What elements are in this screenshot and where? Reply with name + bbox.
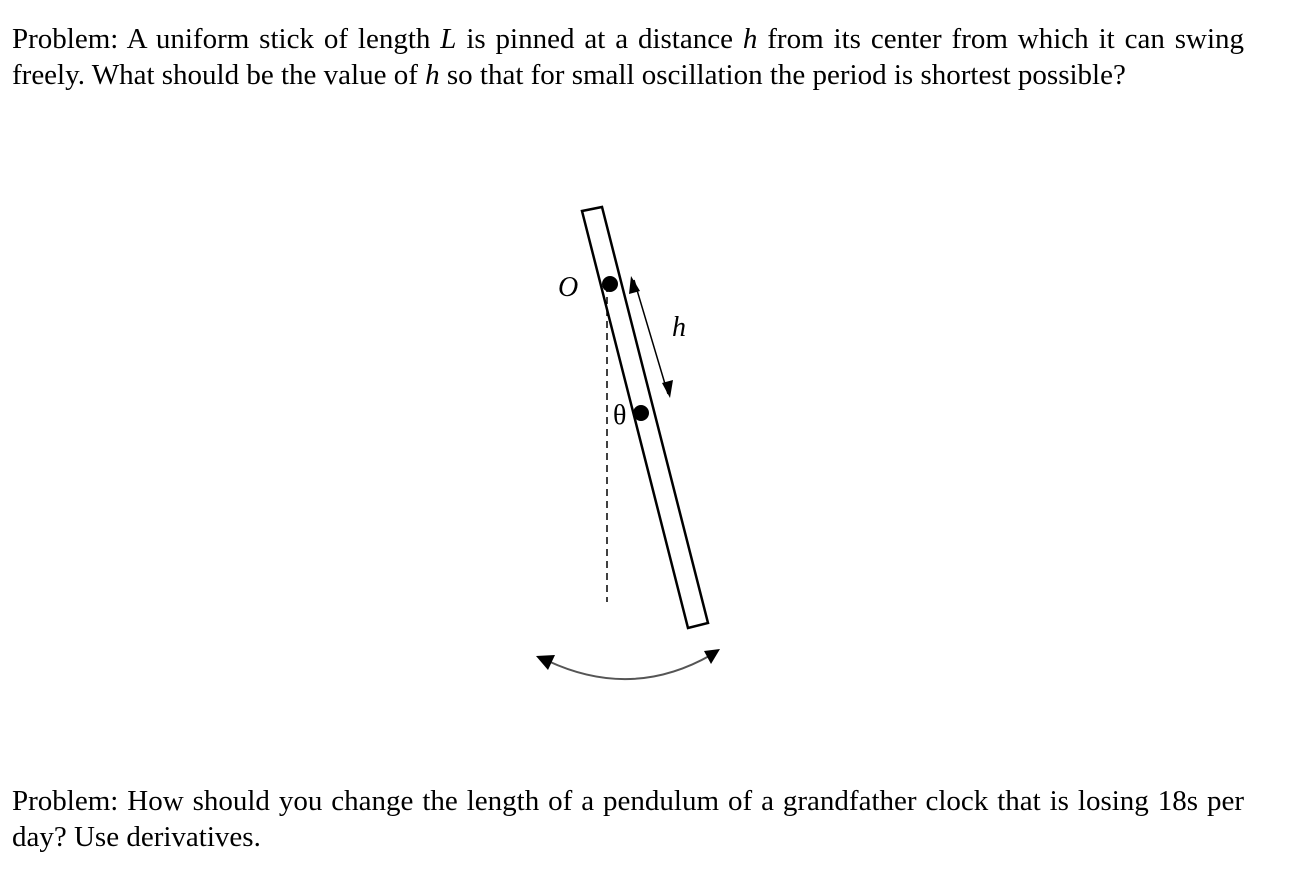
problem-1-mid-2: from its center from which it can swing freely. What should be the value of	[12, 23, 1244, 91]
problem-1-suffix: so that for small oscillation the period is shortest possible?	[439, 59, 1126, 91]
angle-theta-label: θ	[613, 400, 627, 431]
problem-2-text: Problem: How should you change the length of a pendulum of a grandfather clock that is losing 18s per day? Use derivatives.	[12, 785, 1244, 853]
distance-h-label: h	[672, 312, 686, 343]
problem-1-prefix: Problem: A uniform stick of length	[12, 23, 441, 55]
variable-h: h	[742, 23, 758, 55]
center-of-mass-point	[633, 405, 649, 421]
pivot-label: O	[558, 272, 579, 303]
arrow-head-up	[629, 276, 640, 294]
variable-h: h	[425, 59, 440, 91]
pivot-point	[602, 276, 618, 292]
variable-L: L	[440, 23, 457, 55]
swing-arc	[548, 655, 711, 679]
problem-1-mid-1: is pinned at a distance	[456, 23, 743, 55]
arrow-head-down	[662, 380, 673, 398]
